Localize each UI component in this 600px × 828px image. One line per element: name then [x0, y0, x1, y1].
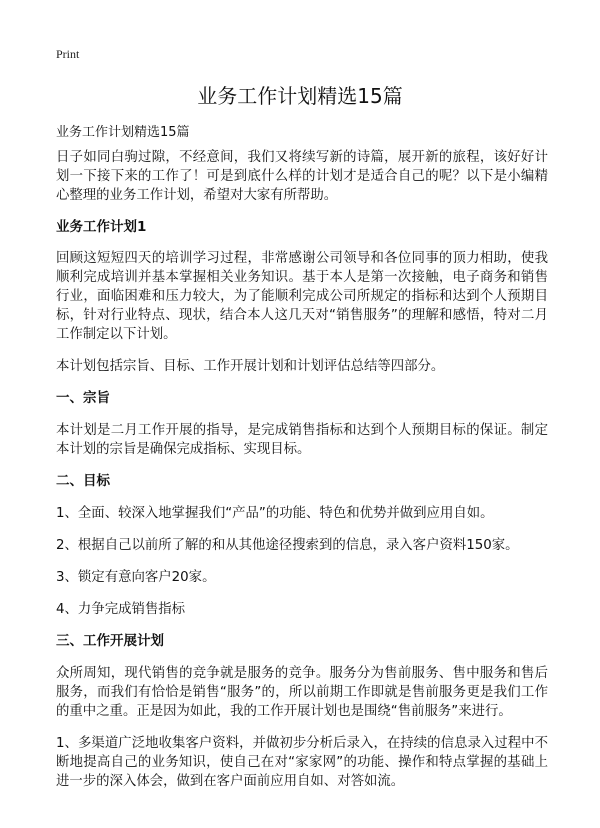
plan-paragraph: 众所周知，现代销售的竞争就是服务的竞争。服务分为售前服务、售中服务和售后服务，而我们有恰恰是销售“服务”的，所以前期工作即就是售前服务更是我们工作的重中之重。正是因为如此，我的工作开展计划也是围绕“售前服务”来进行。 [56, 666, 548, 719]
body-paragraph: 回顾这短短四天的培训学习过程，非常感谢公司领导和各位同事的顶力相助，使我顺利完成培训并基本掌握相关业务知识。基于本人是第一次接触，电子商务和销售行业，面临困难和压力较大，为了能顺利完成公司所规定的指标和达到个人预期目标，针对行业特点、现状，结合本人这几天对“销售服务”的理解和感悟，特对二月工作制定以下计划。 [56, 251, 548, 342]
purpose-heading: 一、宗旨 [56, 390, 110, 406]
purpose-paragraph: 本计划是二月工作开展的指导，是完成销售指标和达到个人预期目标的保证。制定本计划的宗旨是确保完成指标、实现目标。 [56, 423, 548, 457]
goal-item: 1、全面、较深入地掌握我们“产品”的功能、特色和优势并做到应用自如。 [56, 506, 494, 521]
intro-paragraph: 日子如同白驹过隙，不经意间，我们又将续写新的诗篇，展开新的旅程，该好好计划一下接下来的工作了！可是到底什么样的计划才是适合自己的呢？以下是小编精心整理的业务工作计划，希望对大家有所帮助。 [56, 150, 548, 203]
print-label: Print [56, 47, 80, 61]
goal-item: 4、力争完成销售指标 [56, 602, 186, 617]
plan-heading: 三、工作开展计划 [56, 633, 164, 649]
plan-paragraph: 1、多渠道广泛地收集客户资料，并做初步分析后录入，在持续的信息录入过程中不断地提高自己的业务知识，使自己在对“家家网”的功能、操作和特点掌握的基础上进一步的深入体会，做到在客户面前应用自如、对答如流。 [56, 736, 548, 789]
document-subtitle: 业务工作计划精选15篇 [56, 125, 190, 140]
document-title: 业务工作计划精选15篇 [197, 84, 403, 108]
body-paragraph: 本计划包括宗旨、目标、工作开展计划和计划评估总结等四部分。 [56, 359, 445, 374]
document-body [56, 148, 548, 804]
goals-heading: 二、目标 [56, 473, 110, 489]
goal-item: 2、根据自己以前所了解的和从其他途径搜索到的信息，录入客户资料150家。 [56, 538, 519, 553]
goal-item: 3、锁定有意向客户20家。 [56, 570, 216, 585]
section-heading: 业务工作计划1 [56, 219, 147, 235]
